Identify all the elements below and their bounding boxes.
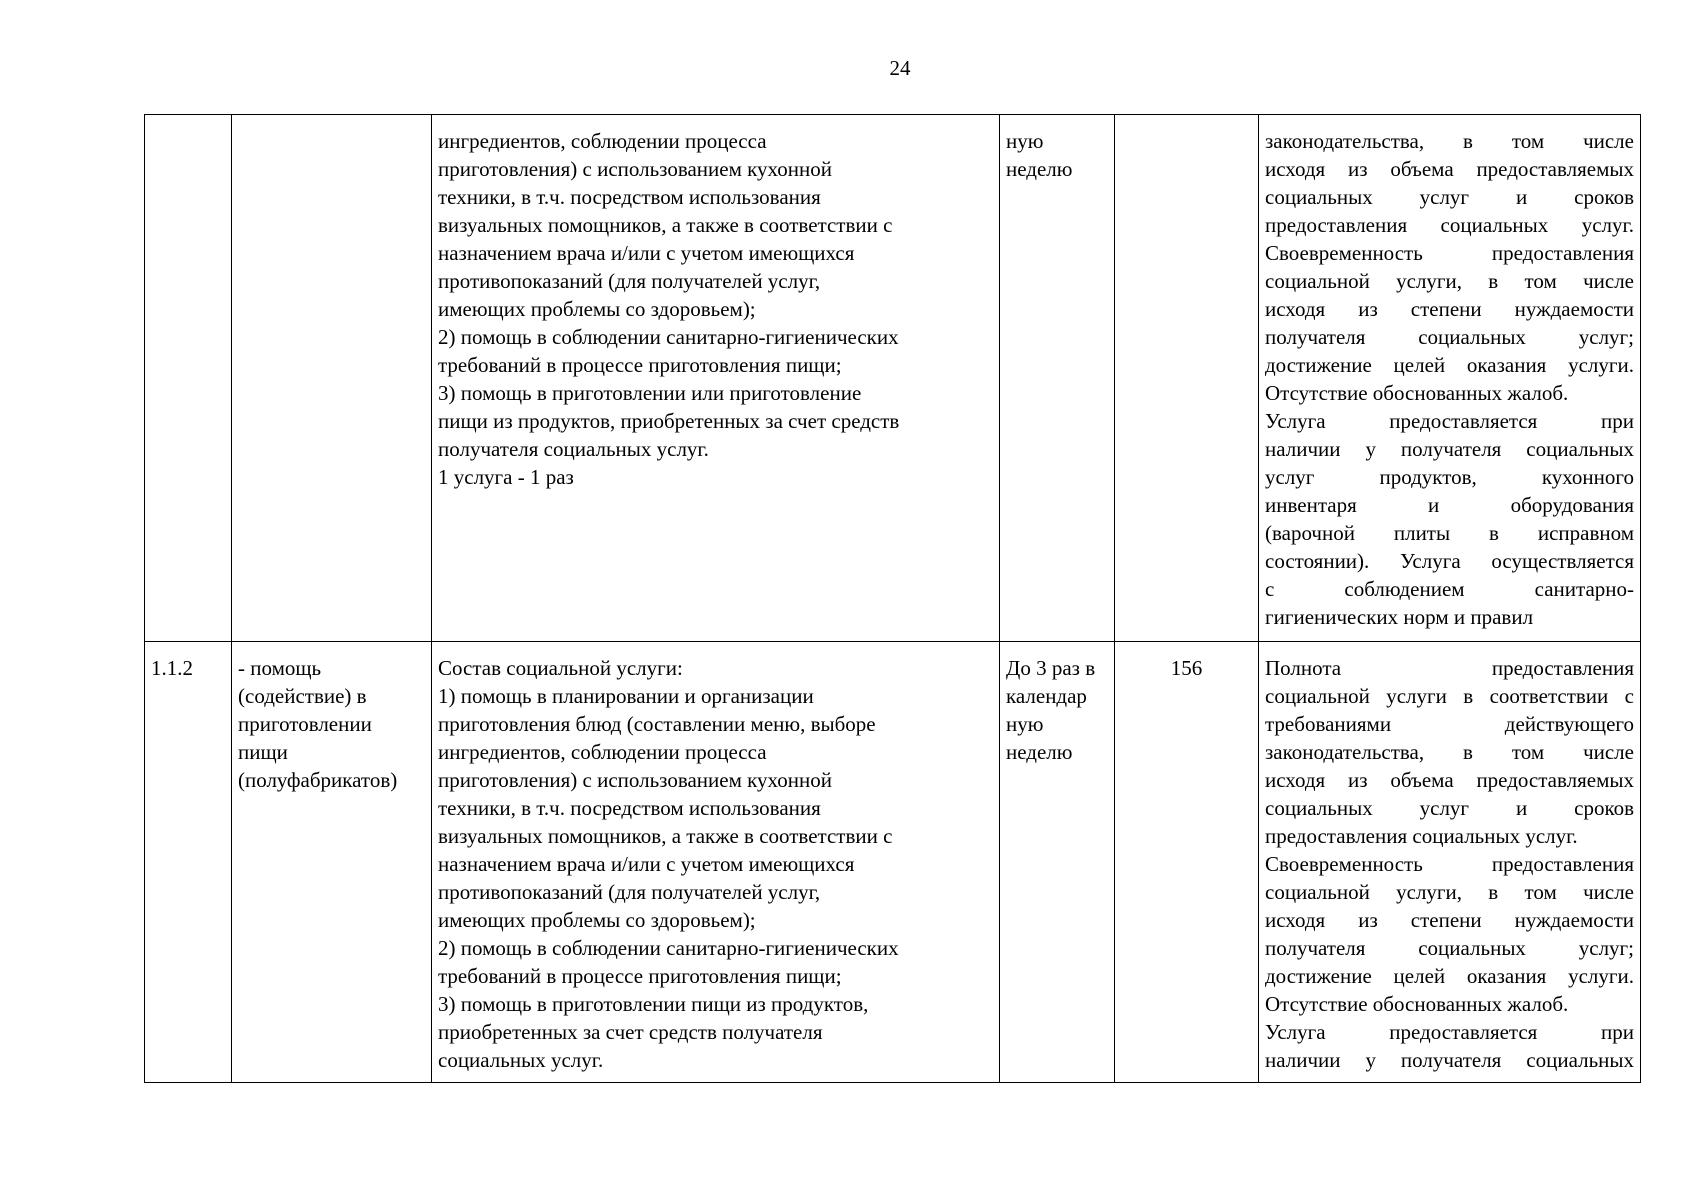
cell-line: достижение целей оказания услуги.	[1265, 353, 1634, 377]
cell-line: наличии у получателя социальных	[1265, 1048, 1634, 1072]
cell-line: 3) помощь в приготовлении или приготовление	[438, 381, 862, 405]
cell-line: Отсутствие обоснованных жалоб.	[1265, 992, 1569, 1016]
cell-line: пищи из продуктов, приобретенных за счет средств	[438, 409, 900, 433]
cell-line: 1 услуга - 1 раз	[438, 465, 574, 489]
cell-line: ингредиентов, соблюдении процесса	[438, 129, 767, 153]
cell-line: приготовления блюд (составлении меню, выборе	[438, 712, 876, 736]
cell-line: состоянии). Услуга осуществляется	[1265, 549, 1634, 573]
cell-line: получателя социальных услуг;	[1265, 936, 1634, 960]
service-count: 156	[1170, 656, 1203, 680]
cell-line: техники, в т.ч. посредством использования	[438, 796, 821, 820]
cell-line: законодательства, в том числе	[1265, 740, 1634, 764]
cell-line: ингредиентов, соблюдении процесса	[438, 740, 767, 764]
cell-line: исходя из объема предоставляемых	[1265, 768, 1634, 792]
cell-line: - помощь	[238, 656, 322, 680]
cell-line: социальной услуги, в том числе	[1265, 269, 1634, 293]
table-row	[145, 642, 1641, 1083]
cell-line: 2) помощь в соблюдении санитарно-гигиенических	[438, 936, 899, 960]
cell-line: приготовления) с использованием кухонной	[438, 157, 832, 181]
cell-line: Услуга предоставляется при	[1265, 409, 1634, 433]
cell-line: противопоказаний (для получателей услуг,	[438, 880, 821, 904]
row-number-cell	[145, 642, 232, 1083]
service-content-cell	[432, 115, 1000, 642]
cell-line: (содействие) в	[238, 684, 367, 708]
cell-line: пищи	[238, 740, 288, 764]
cell-line: визуальных помощников, а также в соответствии с	[438, 824, 893, 848]
cell-line: 2) помощь в соблюдении санитарно-гигиенических	[438, 325, 899, 349]
cell-line: До 3 раз в	[1006, 656, 1096, 680]
cell-line: Своевременность предоставления	[1265, 241, 1634, 265]
cell-line: получателя социальных услуг;	[1265, 325, 1634, 349]
cell-line: гигиенических норм и правил	[1265, 605, 1534, 629]
row-number-cell	[145, 115, 232, 642]
cell-line: 1) помощь в планировании и организации	[438, 684, 814, 708]
cell-line: требованиями действующего	[1265, 712, 1634, 736]
cell-line: 3) помощь в приготовлении пищи из продуктов,	[438, 992, 869, 1016]
cell-line: социальной услуги, в том числе	[1265, 880, 1634, 904]
table-row	[145, 115, 1641, 642]
cell-line: социальных услуг и сроков	[1265, 185, 1634, 209]
cell-line: Полнота предоставления	[1265, 656, 1634, 680]
service-content-cell	[432, 642, 1000, 1083]
frequency-cell	[1000, 642, 1115, 1083]
cell-line: имеющих проблемы со здоровьем);	[438, 297, 756, 321]
quality-criteria-cell	[1259, 115, 1641, 642]
cell-line: Состав социальной услуги:	[438, 656, 683, 680]
service-name-cell	[232, 115, 432, 642]
cell-line: получателя социальных услуг.	[438, 437, 709, 461]
cell-line: предоставления социальных услуг.	[1265, 213, 1634, 237]
cell-line: назначением врача и/или с учетом имеющихся	[438, 852, 855, 876]
services-table	[144, 114, 1641, 1083]
cell-line: наличии у получателя социальных	[1265, 437, 1634, 461]
count-cell	[1115, 115, 1259, 642]
cell-line: достижение целей оказания услуги.	[1265, 964, 1634, 988]
cell-line: неделю	[1006, 740, 1073, 764]
cell-line: имеющих проблемы со здоровьем);	[438, 908, 756, 932]
cell-line: требований в процессе приготовления пищи;	[438, 964, 842, 988]
cell-line: с соблюдением санитарно-	[1265, 577, 1634, 601]
cell-line: противопоказаний (для получателей услуг,	[438, 269, 821, 293]
cell-line: (варочной плиты в исправном	[1265, 521, 1634, 545]
service-name-cell	[232, 642, 432, 1083]
page-number: 24	[889, 56, 911, 80]
cell-line: Услуга предоставляется при	[1265, 1020, 1634, 1044]
cell-line: социальных услуг.	[438, 1048, 604, 1072]
cell-line: услуг продуктов, кухонного	[1265, 465, 1634, 489]
cell-line: социальных услуг и сроков	[1265, 796, 1634, 820]
cell-line: предоставления социальных услуг.	[1265, 824, 1578, 848]
cell-line: календар	[1006, 684, 1087, 708]
cell-line: техники, в т.ч. посредством использования	[438, 185, 821, 209]
frequency-cell	[1000, 115, 1115, 642]
cell-line: социальной услуги в соответствии с	[1265, 684, 1634, 708]
cell-line: инвентаря и оборудования	[1265, 493, 1634, 517]
cell-line: приготовления) с использованием кухонной	[438, 768, 832, 792]
cell-line: ную	[1006, 712, 1044, 736]
quality-criteria-cell	[1259, 642, 1641, 1083]
cell-line: законодательства, в том числе	[1265, 129, 1634, 153]
cell-line: Своевременность предоставления	[1265, 852, 1634, 876]
cell-line: требований в процессе приготовления пищи;	[438, 353, 842, 377]
cell-line: назначением врача и/или с учетом имеющихся	[438, 241, 855, 265]
cell-line: исходя из степени нуждаемости	[1265, 908, 1634, 932]
cell-line: приготовлении	[238, 712, 372, 736]
cell-line: исходя из объема предоставляемых	[1265, 157, 1634, 181]
cell-line: исходя из степени нуждаемости	[1265, 297, 1634, 321]
cell-line: Отсутствие обоснованных жалоб.	[1265, 381, 1569, 405]
cell-line: (полуфабрикатов)	[238, 768, 398, 792]
cell-line: визуальных помощников, а также в соответствии с	[438, 213, 893, 237]
cell-line: неделю	[1006, 157, 1073, 181]
count-cell	[1115, 642, 1259, 1083]
row-number: 1.1.2	[151, 656, 193, 680]
cell-line: приобретенных за счет средств получателя	[438, 1020, 823, 1044]
cell-line: ную	[1006, 129, 1044, 153]
